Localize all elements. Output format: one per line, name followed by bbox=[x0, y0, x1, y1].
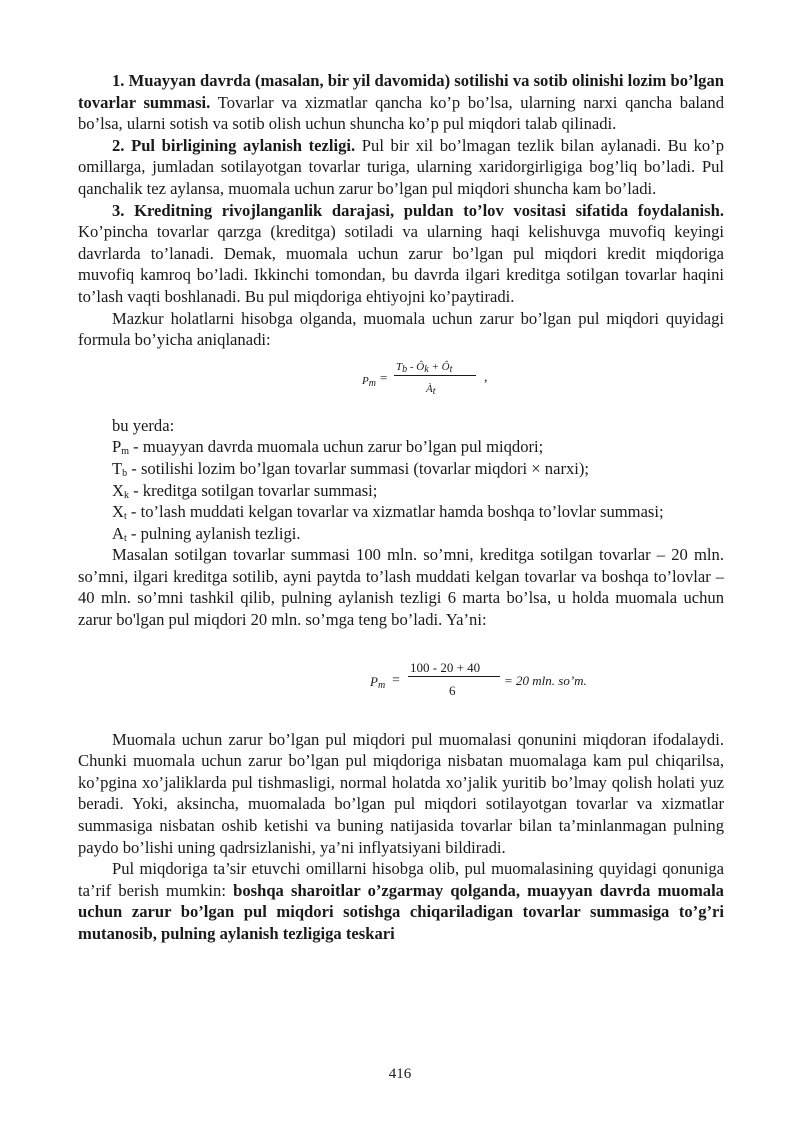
paragraph-2 bbox=[78, 135, 724, 200]
paragraph-2-heading: 2. Pul birligining aylanish tezligi. bbox=[112, 135, 356, 155]
paragraph-7-text: Pul miqdoriga ta’sir etuvchi omillarni hisobga olib, pul muomalasining quyidagi qonuniga ta’rif berish mumkin: bbox=[78, 859, 724, 900]
definition-xt: $X_t$ - to’lash muddati kelgan tovarlar va xizmatlar hamda boshqa to’lovlar summasi; bbox=[112, 502, 664, 523]
formula1-fraction-bar bbox=[394, 375, 476, 376]
definition-at: $A_t$ - pulning aylanish tezligi. bbox=[112, 523, 301, 544]
paragraph-6: Muomala uchun zarur bo’lgan pul miqdori pul muomalasi qonunini miqdoran ifodalaydi. Chunki muomala uchun zarur bo’lgan pul miqdoriga nisbatan muomalaga kam pul chiqarilsa, ko’pgina xo’jaliklarda pul tishmasligi, normal holatda xo’jalik yuritib bo’lmay qolish holati yuz beradi. Yoki, aksincha, muomalada bo’lgan pul miqdori sotilayotgan tovarlar va xizmatlar summasiga nisbatan oshib ketishi va buning natijasida tovarlar bilan ta’minlanmagan pulning paydo bo’lishi uning qadrsizlanishi, ya’ni inflyatsiyani bildiradi. bbox=[78, 729, 724, 857]
paragraph-7 bbox=[78, 858, 724, 944]
formula1-equals: = bbox=[380, 369, 388, 385]
formula2-denominator: 6 bbox=[449, 682, 456, 698]
paragraph-3-heading: 3. Kreditning rivojlanganlik darajasi, puldan to’lov vositasi sifatida foydalanish. bbox=[112, 200, 724, 220]
page-number: 416 bbox=[388, 1066, 412, 1082]
document-body bbox=[78, 70, 724, 945]
definition-pm: $P_m$ - muayyan davrda muomala uchun zarur bo’lgan pul miqdori; bbox=[112, 437, 544, 458]
definition-tb: $T_b$ - sotilishi lozim bo’lgan tovarlar summasi (tovarlar miqdori × narxi); bbox=[112, 458, 590, 479]
formula2-lhs: $P_m$ bbox=[370, 673, 386, 691]
paragraph-4: Mazkur holatlarni hisobga olganda, muomala uchun zarur bo’lgan pul miqdori quyidagi formula bo’yicha aniqlanadi: bbox=[78, 308, 724, 350]
paragraph-example: Masalan sotilgan tovarlar summasi 100 mln. so’mni, kreditga sotilgan tovarlar – 20 mln. so’mni, ilgari kreditga sotilib, ayni paytda to’lash muddati kelgan tovarlar va boshqa to’lovlar – 40 mln. so’mni tashkil qilib, pulning aylanish tezligi 6 marta bo’lsa, u holda muomala uchun zarur bo'lgan pul miqdori 20 mln. so’mga teng bo’ladi. Ya’ni: bbox=[78, 545, 724, 630]
paragraph-1-heading: 1. Muayyan davrda (masalan, bir yil davomida) sotilishi va sotib olinishi lozim bo’lgan tovarlar summasi. bbox=[78, 71, 724, 112]
formula2-result: = 20 mln. so’m. bbox=[504, 672, 587, 688]
formula2-equals: = bbox=[392, 672, 400, 688]
formula2-numerator: 100 - 20 + 40 bbox=[410, 659, 481, 675]
paragraph-3 bbox=[78, 200, 724, 308]
formula2-fraction-bar bbox=[408, 676, 500, 677]
paragraph-7-law: boshqa sharoitlar o’zgarmay qolganda, muayyan davrda muomala uchun zarur bo’lgan pul miqdori sotishga chiqariladigan tovarlar summasiga to’g’ri mutanosib, pulning aylanish tezligiga teskari bbox=[78, 880, 724, 943]
formula1-comma: , bbox=[484, 369, 488, 385]
formula1-lhs: $P_m$ bbox=[362, 374, 376, 389]
paragraph-1 bbox=[78, 70, 724, 135]
paragraph-2-text: Pul bir xil bo’lmagan tezlik bilan aylanadi. Bu ko’p omillarga, jumladan sotilayotgan tovarlar turiga, ularning xaridorgirligiga bog’liq bo’ladi. Pul qanchalik tez aylansa, muomala uchun zarur bo’lgan pul miqdori shuncha kam bo’ladi. bbox=[78, 135, 724, 198]
formula1-numerator: $T_b$ - $Ô_k$ + $Ô_t$ bbox=[396, 360, 453, 375]
paragraph-1-text: Tovarlar va xizmatlar qancha ko’p bo’lsa, ularning narxi qancha baland bo’lsa, ularni sotish va sotib olish uchun shuncha ko’p pul miqdori talab qilinadi. bbox=[78, 92, 725, 134]
where-label: bu yerda: bbox=[112, 415, 175, 435]
formula-example bbox=[78, 653, 724, 715]
definition-xk: $X_k$ - kreditga sotilgan tovarlar summasi; bbox=[112, 480, 378, 501]
formula1-denominator: $À_t$ bbox=[426, 382, 436, 397]
formula-money-demand bbox=[78, 353, 724, 415]
paragraph-3-text: Ko’pincha tovarlar qarzga (kreditga) sotiladi va ularning haqi kelishuvga muvofiq keyingi davrlarda to’lanadi. Demak, muomala uchun zarur bo’lgan pul miqdori kredit miqdoriga muvofiq kamroq bo’ladi. Ikkinchi tomondan, bu davrda ilgari kreditga sotilgan tovarlar haqini to’lash vaqti boshlanadi. Bu pul miqdoriga ehtiyojni ko’paytiradi. bbox=[78, 222, 724, 306]
